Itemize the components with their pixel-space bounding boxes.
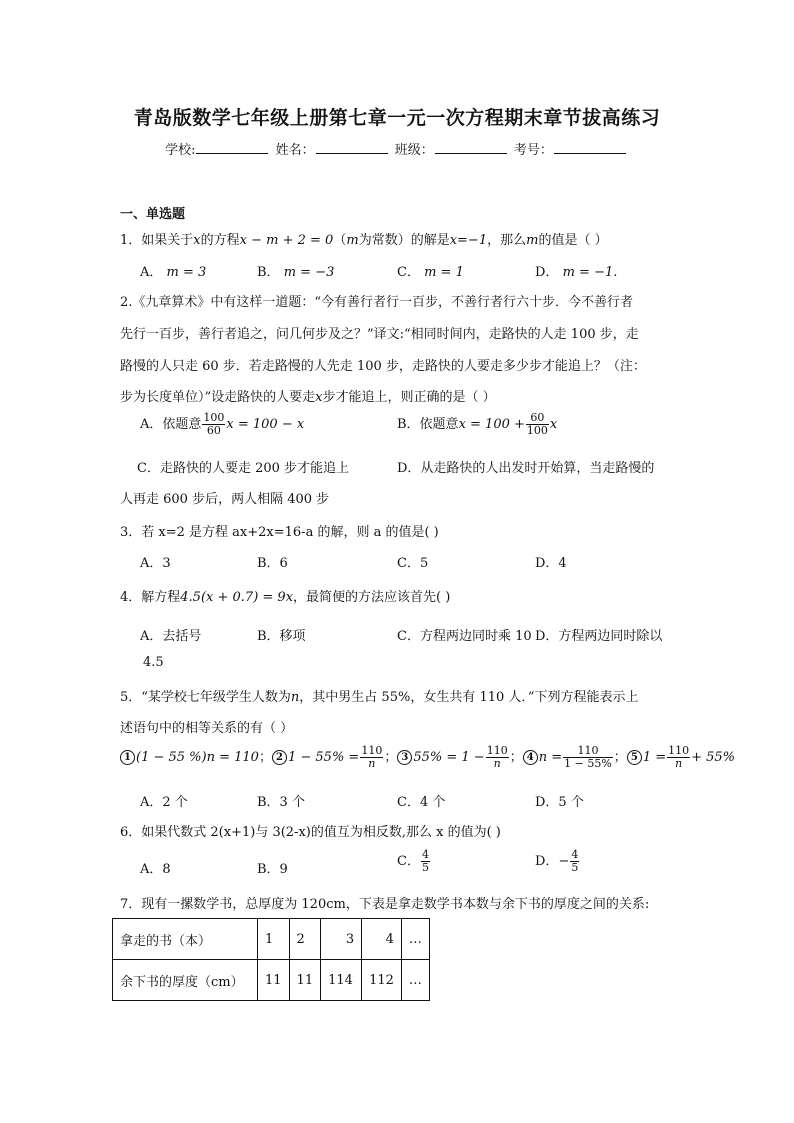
q5-option-b[interactable]: B．3 个 <box>257 795 305 810</box>
question-text: ，那么 <box>487 233 527 248</box>
q6-option-a[interactable]: A．8 <box>140 862 171 877</box>
q2-option-c[interactable]: C．走路快的人要走 200 步才能追上 <box>137 461 350 476</box>
circled-number-2: 2 <box>272 750 287 765</box>
q5-equations <box>120 745 735 770</box>
fraction <box>667 745 690 770</box>
question-text: ，最简便的方法应该首先( ) <box>293 590 451 605</box>
fraction-numerator: 4 <box>571 848 579 861</box>
fraction-numerator: 110 <box>361 744 383 757</box>
question-6: 6．如果代数式 2(x+1)与 3(2-x)的值互为相反数,那么 x 的值为( ) <box>120 825 501 840</box>
q1-option-b[interactable] <box>257 261 334 280</box>
question-text: 如果关于 <box>141 233 194 248</box>
fraction-numerator: 110 <box>486 744 508 757</box>
q1-option-d[interactable] <box>535 261 617 280</box>
table-row-header: 余下书的厚度（cm） <box>113 960 258 1001</box>
q5-option-a[interactable]: A．2 个 <box>140 795 188 810</box>
option-letter: D． <box>535 265 559 280</box>
fraction-denominator: 60 <box>206 424 221 437</box>
fraction <box>202 412 225 437</box>
question-text: 4．解方程 <box>120 590 181 605</box>
equation-5-rest: + 55% <box>691 750 736 765</box>
question-3: 3．若 x=2 是方程 ax+2x=16-a 的解，则 a 的值是( ) <box>120 525 439 540</box>
fraction-numerator: 100 <box>203 411 225 424</box>
question-4 <box>120 586 450 605</box>
fraction-denominator: n <box>493 757 501 770</box>
equation-3: 55% = 1 − <box>413 750 485 765</box>
option-label: A．依题意 <box>140 417 202 432</box>
book-thickness-table <box>112 918 430 1001</box>
math-equation: x = 100 + <box>458 417 525 432</box>
question-7: 7．现有一摞数学书，总厚度为 120cm，下表是拿走数学书本数与余下书的厚度之间的关系: <box>120 897 650 912</box>
q4-option-d[interactable]: D．方程两边同时除以 <box>535 629 663 644</box>
name-blank[interactable] <box>316 142 388 154</box>
table-cell: … <box>401 960 429 1001</box>
option-letter: A． <box>140 265 163 280</box>
fraction-denominator: 100 <box>526 424 548 437</box>
table-cell: 112 <box>362 960 402 1001</box>
equation-2: 1 − 55% = <box>287 750 360 765</box>
math-solution: x=−1 <box>449 233 488 248</box>
math-variable: n <box>290 690 300 705</box>
circled-number-1: 1 <box>120 750 135 765</box>
q5-option-c[interactable]: C．4 个 <box>397 795 446 810</box>
class-label: 班级： <box>394 143 434 158</box>
table-row-header: 拿走的书（本） <box>113 919 258 960</box>
option-label: D． <box>535 854 559 869</box>
q1-option-c[interactable] <box>397 261 464 280</box>
math-equation: 4.5(x + 0.7) = 9x <box>180 590 294 605</box>
fraction-denominator: 5 <box>421 861 429 874</box>
math-variable: x <box>549 417 558 432</box>
q2-option-a[interactable] <box>140 412 304 437</box>
equation-1: (1 − 55 %)n = 110 <box>136 750 259 765</box>
fraction-numerator: 60 <box>526 412 549 425</box>
table-cell: 4 <box>362 919 402 960</box>
q2-option-d-continued: 人再走 600 步后，两人相隔 400 步 <box>120 492 330 507</box>
option-label: B．依题意 <box>397 417 459 432</box>
fraction-denominator: 1 − 55% <box>564 757 612 770</box>
table-row <box>113 919 430 960</box>
fraction <box>486 745 509 770</box>
fraction-denominator: 5 <box>571 861 579 874</box>
exam-no-label: 考号： <box>513 143 553 158</box>
table-cell: 11 <box>289 960 321 1001</box>
option-value: m = −1. <box>562 265 618 280</box>
q4-option-b[interactable]: B．移项 <box>257 629 306 644</box>
exam-no-blank[interactable] <box>554 142 626 154</box>
question-text: 5．“某学校七年级学生人数为 <box>120 690 291 705</box>
question-text: ，其中男生占 55%，女生共有 110 人．”下列方程能表示上 <box>299 690 639 705</box>
minus-sign: − <box>558 854 570 869</box>
fraction <box>421 849 430 874</box>
q2-option-d[interactable]: D．从走路快的人出发时开始算，当走路慢的 <box>397 461 655 476</box>
circled-number-4: 4 <box>523 750 538 765</box>
q3-option-a[interactable]: A．3 <box>140 556 171 571</box>
q6-option-d[interactable] <box>535 849 580 874</box>
question-text: （ <box>333 233 347 248</box>
fraction <box>570 849 579 874</box>
separator: ； <box>509 750 523 765</box>
circled-number-5: 5 <box>627 750 642 765</box>
class-blank[interactable] <box>435 142 507 154</box>
fraction <box>526 412 549 437</box>
circled-number-3: 3 <box>397 750 412 765</box>
student-info-line <box>0 139 794 158</box>
q5-option-d[interactable]: D．5 个 <box>535 795 584 810</box>
school-label: 学校: <box>165 143 196 158</box>
separator: ； <box>258 750 272 765</box>
math-variable: m <box>346 233 359 248</box>
fraction-denominator: n <box>675 757 683 770</box>
page-title: 青岛版数学七年级上册第七章一元一次方程期末章节拔高练习 <box>133 107 661 129</box>
table-cell: 1 <box>258 919 290 960</box>
math-equation: x = 100 − x <box>226 417 305 432</box>
equation-4: n = <box>538 750 563 765</box>
table-cell: 11 <box>258 960 290 1001</box>
table-cell: … <box>401 919 429 960</box>
name-label: 姓名： <box>275 143 315 158</box>
q2-option-b[interactable] <box>397 412 557 437</box>
option-value: m = 3 <box>166 265 207 280</box>
table-cell: 114 <box>321 960 362 1001</box>
option-letter: B． <box>257 265 280 280</box>
separator: ； <box>384 750 398 765</box>
fraction-numerator: 4 <box>421 848 429 861</box>
question-text: 步为长度单位）”设走路快的人要走 <box>120 390 316 405</box>
q3-option-b[interactable]: B．6 <box>257 556 288 571</box>
separator: ； <box>613 750 627 765</box>
question-1 <box>120 229 608 248</box>
q5-line-1 <box>120 686 639 705</box>
table-row <box>113 960 430 1001</box>
q3-option-c[interactable]: C．5 <box>397 556 429 571</box>
q6-option-c[interactable] <box>397 849 431 874</box>
q2-line-1: 2.《九章算术》中有这样一道题：“今有善行者行一百步，不善行者行六十步．今不善行者 <box>120 295 634 310</box>
q2-line-4 <box>120 386 496 405</box>
question-text: 为常数）的解是 <box>358 233 450 248</box>
math-variable: x <box>193 233 201 248</box>
fraction-numerator: 110 <box>668 744 690 757</box>
q5-line-2: 述语句中的相等关系的有（ ） <box>120 721 294 736</box>
q1-option-a[interactable] <box>140 261 206 280</box>
q3-option-d[interactable]: D．4 <box>535 556 567 571</box>
question-text: 的方程 <box>200 233 240 248</box>
school-blank[interactable] <box>196 142 268 154</box>
math-equation: x − m + 2 = 0 <box>239 233 334 248</box>
question-number: 1． <box>120 233 142 248</box>
table-cell: 3 <box>321 919 362 960</box>
q4-option-c[interactable]: C．方程两边同时乘 10 <box>397 629 532 644</box>
math-variable: x <box>315 390 323 405</box>
fraction-numerator: 110 <box>563 745 613 758</box>
fraction <box>563 745 613 770</box>
q2-line-2: 先行一百步，善行者追之，问几何步及之？”译文:“相同时间内，走路快的人走 100 步，走 <box>120 327 639 342</box>
q4-option-d-continued: 4.5 <box>143 655 164 670</box>
equation-5: 1 = <box>642 750 667 765</box>
q4-option-a[interactable]: A．去括号 <box>140 629 202 644</box>
fraction-denominator: n <box>368 757 376 770</box>
option-value: m = −3 <box>283 265 335 280</box>
option-letter: C． <box>397 265 420 280</box>
section-heading: 一、单选题 <box>120 207 186 222</box>
question-text: 的值是（ ） <box>538 233 608 248</box>
table-cell: 2 <box>289 919 321 960</box>
question-text: 步才能追上，则正确的是（ ） <box>322 390 496 405</box>
q2-line-3: 路慢的人只走 60 步．若走路慢的人先走 100 步，走路快的人要走多少步才能追上？（注： <box>120 359 646 374</box>
option-label: C． <box>397 854 420 869</box>
fraction <box>360 745 383 770</box>
math-variable: m <box>526 233 539 248</box>
option-value: m = 1 <box>424 265 464 280</box>
q6-option-b[interactable]: B．9 <box>257 862 288 877</box>
